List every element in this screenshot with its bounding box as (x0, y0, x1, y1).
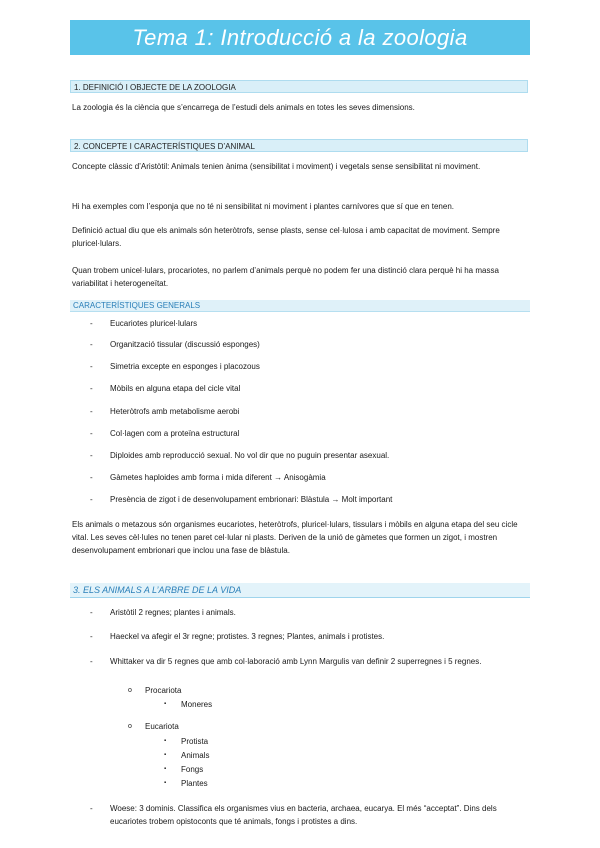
section-1-heading: 1. DEFINICIÓ I OBJECTE DE LA ZOOLOGIA (70, 80, 528, 93)
section-1-text: La zoologia és la ciència que s’encarrega de l’estudi dels animals en totes les seves dimensions. (72, 103, 415, 112)
section-3-heading: 3. ELS ANIMALS A L’ARBRE DE LA VIDA (70, 583, 530, 598)
section-2-paragraph-1: Concepte clàssic d’Aristòtil: Animals tenien ànima (sensibilitat i moviment) i vegetals sense sensibilitat ni moviment. (72, 162, 481, 171)
dash-bullet: - (90, 657, 93, 666)
general-characteristics-heading: CARACTERÍSTIQUES GENERALS (70, 300, 530, 312)
dash-bullet: - (90, 451, 93, 460)
square-bullet: ▪ (164, 752, 167, 758)
document-title-banner (70, 20, 530, 55)
dash-bullet: - (90, 804, 93, 813)
circle-bullet: o (128, 723, 132, 730)
section-2-paragraph-3: Definició actual diu que els animals són heteròtrofs, sense plasts, sense cel·lulosa i amb capacitat de moviment. Sempre pluricel·lulars. (72, 226, 500, 248)
section-2-heading: 2. CONCEPTE I CARACTERÍSTIQUES D’ANIMAL (70, 139, 528, 152)
document-title: Tema 1: Introducció a la zoologia (132, 24, 468, 50)
square-bullet: ▪ (164, 780, 167, 786)
dash-bullet: - (90, 608, 93, 617)
dash-bullet: - (90, 429, 93, 438)
dash-bullet: - (90, 632, 93, 641)
dash-bullet: - (90, 362, 93, 371)
dash-bullet: - (90, 407, 93, 416)
dash-bullet: - (90, 473, 93, 482)
dash-bullet: - (90, 384, 93, 393)
dash-bullet: - (90, 340, 93, 349)
square-bullet: ▪ (164, 738, 167, 744)
dash-bullet: - (90, 495, 93, 504)
section-2-paragraph-2: Hi ha exemples com l’esponja que no té ni sensibilitat ni moviment i plantes carnívores que sí que en tenen. (72, 202, 454, 211)
square-bullet: ▪ (164, 701, 167, 707)
circle-bullet: o (128, 687, 132, 694)
dash-bullet: - (90, 319, 93, 328)
section-2-summary: Els animals o metazous són organismes eucariotes, heteròtrofs, pluricel·lulars, tissulars i mòbils en alguna etapa del seu cicle vital. Les seves cèl·lules no tenen paret cel·lular ni plasts. Deriven de la unió de gàmetes que formen un zigot, i mostren desenvolupament embrionari que inclou una fase de blàstula. (72, 520, 518, 555)
section-2-paragraph-4: Quan trobem unicel·lulars, procariotes, no parlem d’animals perquè no podem fer una distinció clara perquè hi ha massa variabilitat i heterogeneïtat. (72, 266, 499, 288)
square-bullet: ▪ (164, 766, 167, 772)
